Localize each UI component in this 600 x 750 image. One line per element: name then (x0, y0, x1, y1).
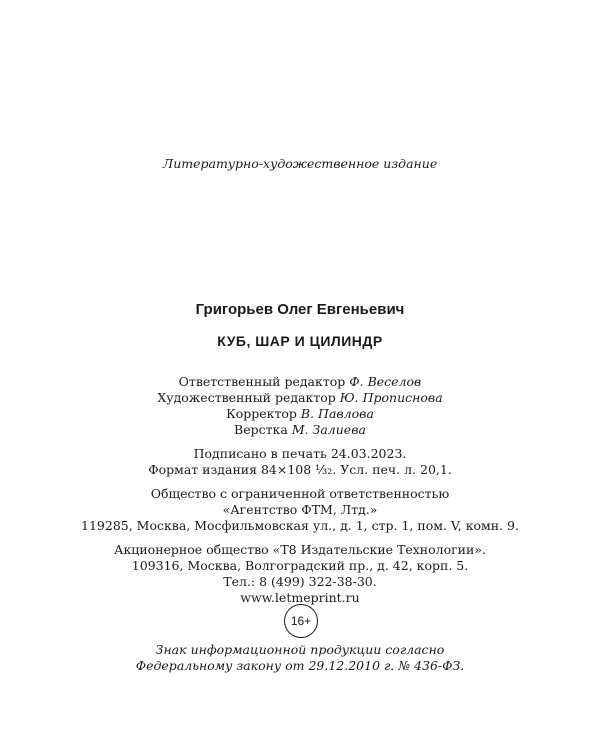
credit-name: В. Павлова (300, 406, 374, 421)
credit-name: М. Залиева (291, 422, 366, 437)
credit-role: Художественный редактор (157, 390, 336, 405)
credit-line (0, 422, 600, 438)
credit-role: Ответственный редактор (178, 374, 346, 389)
author-name: Григорьев Олег Евгеньевич (195, 301, 405, 318)
printer-line1: Акционерное общество «Т8 Издательские Технологии». (114, 542, 486, 557)
publisher-line1: Общество с ограниченной ответственностью (150, 486, 450, 501)
print-signed: Подписано в печать 24.03.2023. (193, 446, 407, 461)
book-title: КУБ, ШАР И ЦИЛИНДР (217, 333, 383, 349)
publisher-address: 119285, Москва, Мосфильмовская ул., д. 1, стр. 1, пом. V, комн. 9. (81, 518, 519, 533)
age-notice-line2: Федеральному закону от 29.12.2010 г. № 436-ФЗ. (135, 658, 465, 673)
age-notice-line1: Знак информационной продукции согласно (155, 642, 445, 657)
credit-line (0, 390, 600, 406)
print-format: Формат издания 84×108 ¹⁄₃₂. Усл. печ. л. 20,1. (148, 462, 452, 477)
credit-name: Ю. Прописнова (339, 390, 443, 405)
credit-role: Корректор (226, 406, 297, 421)
printer-address: 109316, Москва, Волгоградский пр., д. 42, корп. 5. (131, 558, 469, 573)
credit-name: Ф. Веселов (349, 374, 422, 389)
edition-type: Литературно-художественное издание (162, 156, 438, 171)
credit-line (0, 406, 600, 422)
printer-phone: Тел.: 8 (499) 322-38-30. (223, 574, 377, 589)
credit-line (0, 374, 600, 390)
printer-website: www.letmeprint.ru (240, 590, 360, 605)
credit-role: Верстка (234, 422, 288, 437)
age-rating-badge: 16+ (284, 604, 318, 638)
publisher-line2: «Агентство ФТМ, Лтд.» (222, 502, 378, 517)
